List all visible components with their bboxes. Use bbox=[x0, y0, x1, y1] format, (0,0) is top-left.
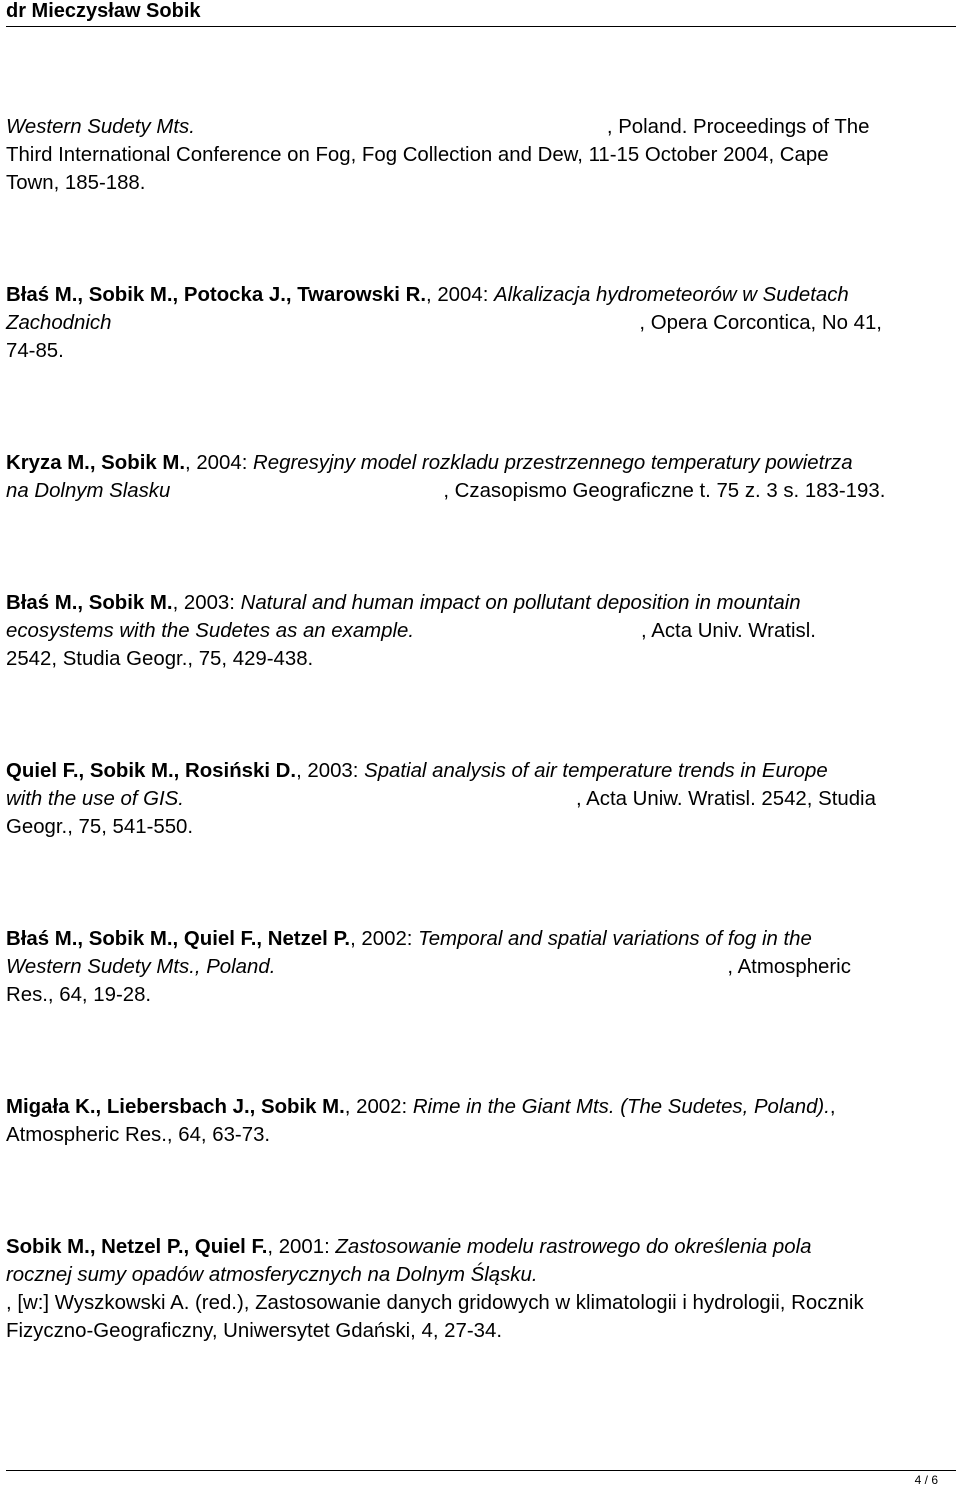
reference-source: , Acta Univ. Wratisl. bbox=[641, 620, 816, 642]
reference-title: Rime in the Giant Mts. (The Sudetes, Poland). bbox=[412, 1096, 830, 1118]
reference-title: with the use of GIS. bbox=[6, 788, 184, 810]
reference-source: , Acta Uniw. Wratisl. 2542, Studia bbox=[575, 788, 876, 810]
reference-source: , Atmospheric bbox=[727, 956, 851, 978]
reference-source: Third International Conference on Fog, Fog Collection and Dew, 11-15 October 2004, Cape bbox=[6, 144, 829, 166]
reference-title: rocznej sumy opadów atmosferycznych na Dolnym Śląsku. bbox=[6, 1264, 538, 1286]
reference-title: Zachodnich bbox=[6, 312, 112, 334]
reference-title: Alkalizacja hydrometeorów w Sudetach bbox=[494, 284, 849, 306]
reference-source: Atmospheric Res., 64, 63-73. bbox=[6, 1124, 271, 1146]
reference-source: , Czasopismo Geograficzne t. 75 z. 3 s. 183-193. bbox=[443, 480, 886, 502]
reference-authors: Błaś M., Sobik M. bbox=[6, 592, 173, 614]
reference-authors: Migała K., Liebersbach J., Sobik M. bbox=[6, 1096, 345, 1118]
reference-authors: Błaś M., Sobik M., Potocka J., Twarowski R. bbox=[6, 284, 426, 306]
reference-source: Town, 185-188. bbox=[6, 172, 146, 194]
reference-title: Spatial analysis of air temperature trends in Europe bbox=[364, 760, 828, 782]
reference-entry bbox=[6, 113, 946, 197]
reference-authors: Kryza M., Sobik M. bbox=[6, 452, 186, 474]
reference-entry bbox=[6, 925, 946, 1009]
reference-title: ecosystems with the Sudetes as an example. bbox=[6, 620, 415, 642]
reference-source: , Opera Corcontica, No 41, bbox=[639, 312, 882, 334]
reference-year: , 2003: bbox=[296, 760, 365, 782]
reference-authors: Błaś M., Sobik M., Quiel F., Netzel P. bbox=[6, 928, 351, 950]
page-header-author: dr Mieczysław Sobik bbox=[6, 0, 201, 22]
reference-entry bbox=[6, 449, 946, 505]
reference-source: , Poland. Proceedings of The bbox=[606, 116, 870, 138]
reference-year: , 2003: bbox=[172, 592, 241, 614]
reference-entry bbox=[6, 1093, 946, 1149]
reference-title: Regresyjny model rozkladu przestrzennego temperatury powietrza bbox=[253, 452, 853, 474]
reference-year: , 2002: bbox=[344, 1096, 413, 1118]
reference-entry bbox=[6, 1233, 946, 1345]
header-divider bbox=[6, 26, 956, 27]
reference-title: Natural and human impact on pollutant deposition in mountain bbox=[240, 592, 801, 614]
reference-entry bbox=[6, 757, 946, 841]
reference-authors: Sobik M., Netzel P., Quiel F. bbox=[6, 1236, 268, 1258]
reference-source: Geogr., 75, 541-550. bbox=[6, 816, 194, 838]
reference-title: Western Sudety Mts., Poland. bbox=[6, 956, 276, 978]
reference-source: Fizyczno-Geograficzny, Uniwersytet Gdański, 4, 27-34. bbox=[6, 1320, 502, 1342]
reference-year: , 2001: bbox=[267, 1236, 336, 1258]
reference-title: na Dolnym Slasku bbox=[6, 480, 171, 502]
page-number: 4 / 6 bbox=[914, 1473, 938, 1487]
reference-year: , 2004: bbox=[426, 284, 495, 306]
reference-title: Zastosowanie modelu rastrowego do określenia pola bbox=[335, 1236, 812, 1258]
reference-authors: Quiel F., Sobik M., Rosiński D. bbox=[6, 760, 297, 782]
reference-title: Temporal and spatial variations of fog in the bbox=[418, 928, 812, 950]
reference-source: , bbox=[829, 1096, 836, 1118]
reference-year: , 2004: bbox=[185, 452, 254, 474]
reference-source: 74-85. bbox=[6, 340, 64, 362]
reference-source: 2542, Studia Geogr., 75, 429-438. bbox=[6, 648, 314, 670]
reference-title: Western Sudety Mts. bbox=[6, 116, 195, 138]
reference-entry bbox=[6, 589, 946, 673]
reference-source: Res., 64, 19-28. bbox=[6, 984, 152, 1006]
reference-year: , 2002: bbox=[350, 928, 419, 950]
reference-entry bbox=[6, 281, 946, 365]
reference-source: , [w:] Wyszkowski A. (red.), Zastosowanie danych gridowych w klimatologii i hydrologii, Rocznik bbox=[6, 1292, 864, 1314]
footer-divider bbox=[6, 1470, 956, 1471]
